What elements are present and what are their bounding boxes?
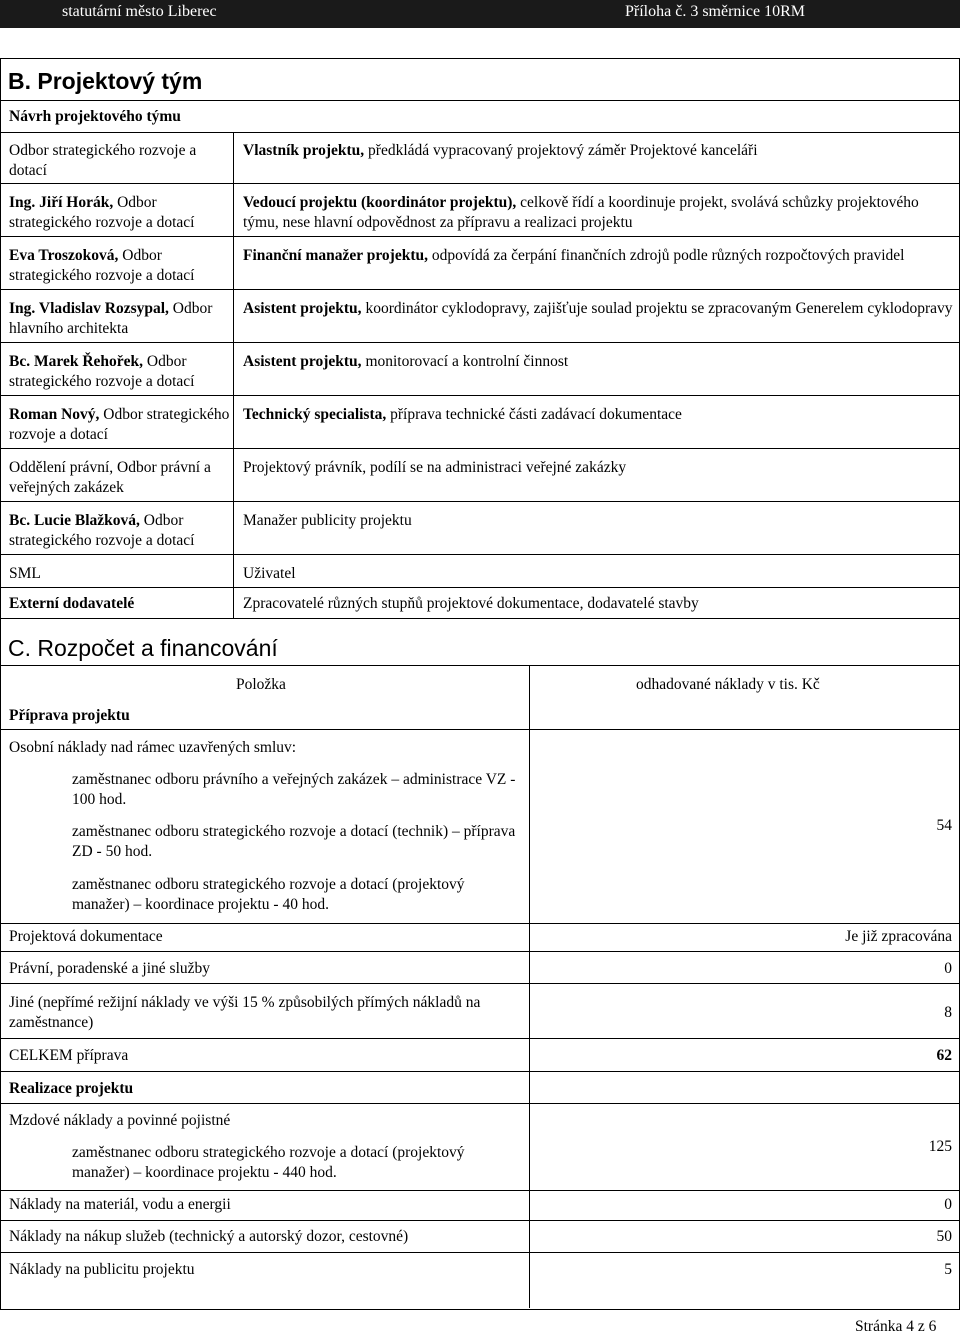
role-bold: Asistent projektu, — [243, 300, 362, 317]
column-divider — [529, 665, 530, 1308]
role-bold: Vlastník projektu, — [243, 142, 365, 159]
member-name: Bc. Marek Řehořek, — [9, 353, 144, 370]
osobni-label: Osobní náklady nad rámec uzavřených smluv: — [9, 739, 297, 756]
divider — [0, 236, 960, 237]
divider — [0, 183, 960, 184]
role-text: monitorovací a kontrolní činnost — [361, 353, 569, 370]
mzdove-label: Mzdové náklady a povinné pojistné — [9, 1112, 231, 1129]
role-text: koordinátor cyklodopravy, zajišťuje soulad projektu se zpracovaným Generelem cyklodopravy — [361, 300, 953, 317]
divider — [0, 1103, 960, 1104]
divider — [0, 951, 960, 952]
divider — [0, 448, 960, 449]
publicita-value: 5 — [944, 1261, 952, 1278]
realizace-heading: Realizace projektu — [9, 1080, 134, 1097]
column-header-item: Položka — [236, 676, 286, 693]
team-row-right — [243, 405, 953, 425]
team-row-left — [9, 352, 231, 392]
section-b-subtitle: Návrh projektového týmu — [9, 108, 181, 125]
mzdove-value: 125 — [928, 1138, 952, 1155]
team-row-left — [9, 193, 231, 233]
divider — [0, 1190, 960, 1191]
team-row-right — [243, 246, 953, 266]
team-row-right — [243, 193, 953, 233]
publicita-label: Náklady na publicitu projektu — [9, 1261, 195, 1278]
divider — [0, 665, 960, 666]
role-text: příprava technické části zadávací dokumentace — [386, 406, 682, 423]
divider — [0, 1071, 960, 1072]
pravni-value: 0 — [944, 960, 952, 977]
role-text: odpovídá za čerpání finančních zdrojů podle různých rozpočtových pravidel — [428, 247, 905, 264]
team-row-left: SML — [9, 565, 41, 582]
team-row-left — [9, 299, 231, 339]
team-row-right: Manažer publicity projektu — [243, 512, 412, 529]
role-bold: Finanční manažer projektu, — [243, 247, 429, 264]
divider — [0, 1038, 960, 1039]
pravni-label: Právní, poradenské a jiné služby — [9, 960, 211, 977]
team-row-right — [243, 299, 953, 319]
celkem-label: CELKEM příprava — [9, 1047, 129, 1064]
member-dept: Odbor strategického rozvoje a dotací — [9, 247, 195, 284]
member-dept: Odbor strategického rozvoje a dotací — [9, 353, 195, 390]
divider — [0, 342, 960, 343]
sluzby-value: 50 — [936, 1228, 952, 1245]
divider — [0, 289, 960, 290]
section-b-title: B. Projektový tým — [8, 68, 203, 94]
divider — [0, 1252, 960, 1253]
divider — [0, 618, 960, 619]
member-name: Ing. Vladislav Rozsypal, — [9, 300, 169, 317]
role-text: celkově řídí a koordinuje projekt, svolává schůzky projektového týmu, nese hlavní odpovědnost za přípravu a realizaci projektu — [243, 194, 919, 231]
jine-label: Jiné (nepřímé režijní náklady ve výši 15 % způsobilých přímých nákladů na zaměstnance) — [9, 994, 481, 1031]
osobni-item-2: zaměstnanec odboru strategického rozvoje a dotací (technik) – příprava ZD - 50 hod. — [72, 823, 516, 860]
osobni-item-1: zaměstnanec odboru právního a veřejných zakázek – administrace VZ - 100 hod. — [72, 771, 516, 808]
projektova-label: Projektová dokumentace — [9, 928, 163, 945]
header-left-text: statutární město Liberec — [62, 3, 217, 20]
material-label: Náklady na materiál, vodu a energii — [9, 1196, 231, 1213]
header-right-text: Příloha č. 3 směrnice 10RM — [625, 3, 805, 20]
team-row-left — [9, 405, 231, 445]
page-number: Stránka 4 z 6 — [855, 1318, 937, 1335]
jine-value: 8 — [944, 1004, 952, 1021]
osobni-value: 54 — [936, 817, 952, 834]
celkem-value: 62 — [936, 1047, 952, 1064]
team-row-right — [243, 141, 953, 161]
column-header-cost: odhadované náklady v tis. Kč — [636, 676, 820, 693]
projektova-value: Je již zpracována — [845, 928, 952, 945]
divider — [0, 132, 960, 133]
member-name: Ing. Jiří Horák, — [9, 194, 114, 211]
divider — [0, 100, 960, 101]
member-name: Roman Nový, — [9, 406, 100, 423]
role-bold: Asistent projektu, — [243, 353, 362, 370]
member-name: Bc. Lucie Blažková, — [9, 512, 140, 529]
role-text: předkládá vypracovaný projektový záměr Projektové kanceláři — [364, 142, 758, 159]
sluzby-label: Náklady na nákup služeb (technický a autorský dozor, cestovné) — [9, 1228, 409, 1245]
divider — [0, 729, 960, 730]
divider — [0, 923, 960, 924]
member-dept: Odbor hlavního architekta — [9, 300, 213, 337]
mzdove-item: zaměstnanec odboru strategického rozvoje a dotací (projektový manažer) – koordinace projektu - 440 hod. — [72, 1144, 465, 1181]
member-name: Eva Troszoková, — [9, 247, 119, 264]
divider — [0, 587, 960, 588]
material-value: 0 — [944, 1196, 952, 1213]
member-dept: Odbor strategického rozvoje a dotací — [9, 512, 195, 549]
team-row-left: Externí dodavatelé — [9, 595, 135, 612]
osobni-item-3: zaměstnanec odboru strategického rozvoje a dotací (projektový manažer) – koordinace projektu - 40 hod. — [72, 876, 465, 913]
divider — [0, 395, 960, 396]
team-row-right: Uživatel — [243, 565, 296, 582]
page-header — [0, 0, 960, 28]
member-dept: Odbor strategického rozvoje a dotací — [9, 406, 230, 443]
role-bold: Vedoucí projektu (koordinátor projektu), — [243, 194, 517, 211]
divider — [0, 501, 960, 502]
priprava-heading: Příprava projektu — [9, 707, 130, 724]
column-divider — [233, 132, 234, 618]
role-bold: Technický specialista, — [243, 406, 387, 423]
divider — [0, 554, 960, 555]
team-row-left: Oddělení právní, Odbor právní a veřejných zakázek — [9, 459, 211, 496]
team-row-left: Odbor strategického rozvoje a dotací — [9, 142, 197, 179]
team-row-right: Zpracovatelé různých stupňů projektové dokumentace, dodavatelé stavby — [243, 595, 699, 612]
team-row-left — [9, 246, 231, 286]
divider — [0, 1220, 960, 1221]
team-row-right — [243, 352, 953, 372]
member-dept: Odbor strategického rozvoje a dotací — [9, 194, 195, 231]
divider — [0, 983, 960, 984]
team-row-right: Projektový právník, podílí se na administraci veřejné zakázky — [243, 459, 627, 476]
team-row-left — [9, 511, 231, 551]
section-c-title: C. Rozpočet a financování — [8, 635, 278, 661]
